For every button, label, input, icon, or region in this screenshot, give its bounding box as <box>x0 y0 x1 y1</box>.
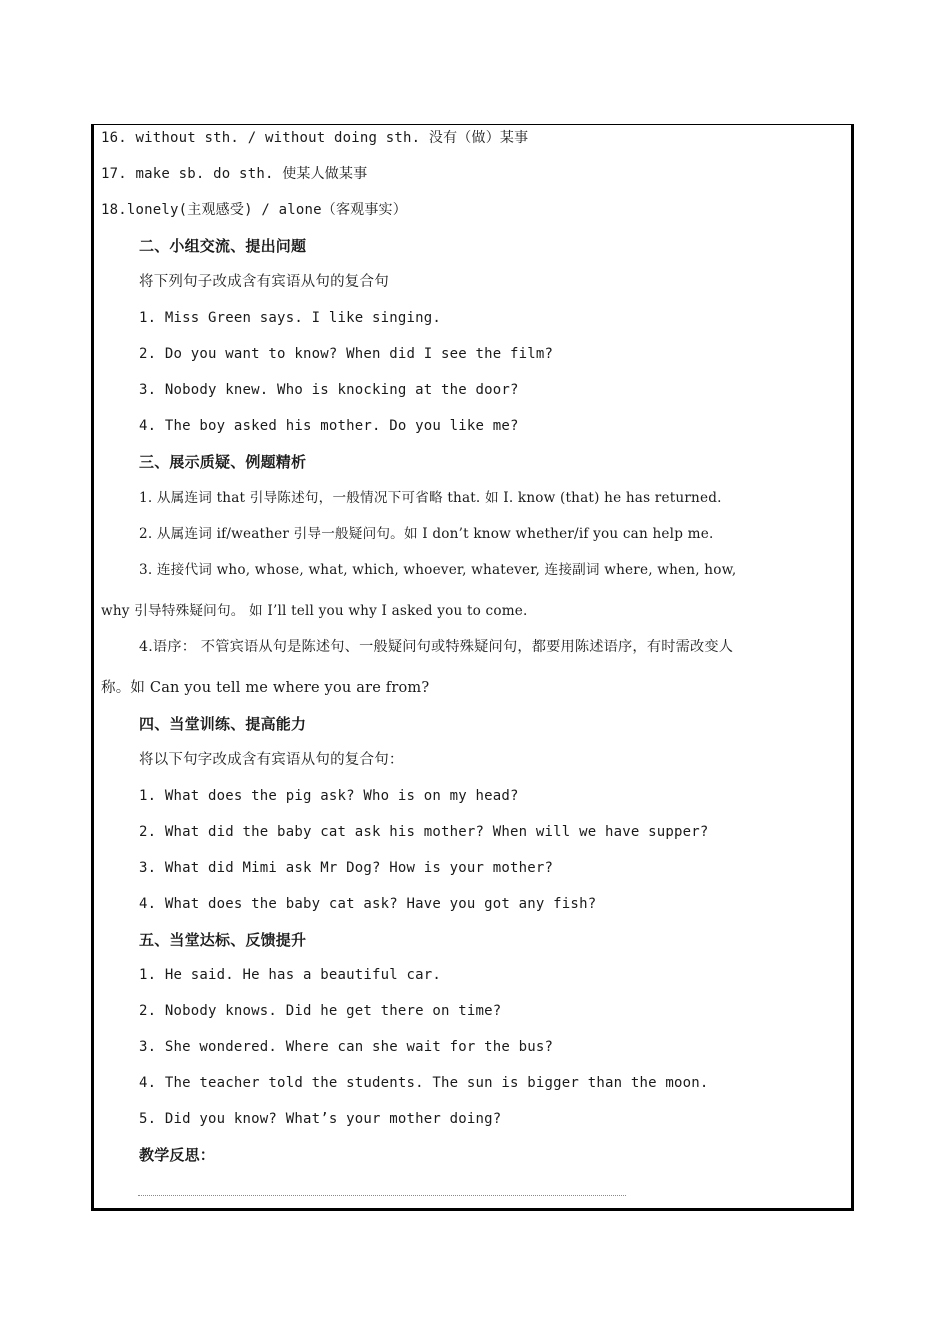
section-5-item: 5. Did you know? What’s your mother doing? <box>139 1111 502 1127</box>
section-2-instruction: 将下列句子改成含有宾语从句的复合句 <box>139 274 389 290</box>
vocab-item-17: 17. make sb. do sth. 使某人做某事 <box>101 166 368 182</box>
section-2-item: 1. Miss Green says. I like singing. <box>139 310 442 326</box>
section-2-heading: 二、小组交流、提出问题 <box>139 237 307 255</box>
section-5-heading: 五、当堂达标、反馈提升 <box>139 931 307 949</box>
section-5-item: 2. Nobody knows. Did he get there on time? <box>139 1003 502 1019</box>
section-3-item-2: 2. 从属连词 if/weather 引导一般疑问句。如 I don’t know whether/if you can help me. <box>139 526 714 542</box>
section-3-item-3-line-2: why 引导特殊疑问句。 如 I’ll tell you why I asked you to come. <box>101 603 528 619</box>
section-5-item: 4. The teacher told the students. The sun is bigger than the moon. <box>139 1075 709 1091</box>
section-4-heading: 四、当堂训练、提高能力 <box>139 715 307 733</box>
vocab-item-16: 16. without sth. / without doing sth. 没有（做）某事 <box>101 130 529 146</box>
section-5-item: 1. He said. He has a beautiful car. <box>139 967 442 983</box>
section-3-item-1: 1. 从属连词 that 引导陈述句，一般情况下可省略 that. 如 I. know (that) he has returned. <box>139 490 722 506</box>
section-4-item: 2. What did the baby cat ask his mother? When will we have supper? <box>139 824 709 840</box>
section-2-item: 2. Do you want to know? When did I see the film? <box>139 346 554 362</box>
reflection-heading: 教学反思： <box>139 1146 216 1164</box>
vocab-item-18: 18.lonely(主观感受) / alone（客观事实） <box>101 202 407 218</box>
section-4-item: 1. What does the pig ask? Who is on my head? <box>139 788 519 804</box>
section-4-item: 4. What does the baby cat ask? Have you got any fish? <box>139 896 597 912</box>
section-2-item: 3. Nobody knew. Who is knocking at the door? <box>139 382 519 398</box>
section-2-item: 4. The boy asked his mother. Do you like me? <box>139 418 519 434</box>
section-4-item: 3. What did Mimi ask Mr Dog? How is your mother? <box>139 860 554 876</box>
section-3-heading: 三、展示质疑、例题精析 <box>139 453 307 471</box>
section-3-item-4-line-2: 称。如 Can you tell me where you are from? <box>101 680 430 696</box>
section-5-item: 3. She wondered. Where can she wait for the bus? <box>139 1039 554 1055</box>
reflection-writing-line <box>138 1195 626 1196</box>
section-3-item-3-line-1: 3. 连接代词 who, whose, what, which, whoever, whatever, 连接副词 where, when, how, <box>139 562 737 578</box>
section-3-item-4-line-1: 4.语序： 不管宾语从句是陈述句、一般疑问句或特殊疑问句，都要用陈述语序，有时需改变人 <box>139 639 734 655</box>
section-4-instruction: 将以下句字改成含有宾语从句的复合句： <box>139 752 404 768</box>
